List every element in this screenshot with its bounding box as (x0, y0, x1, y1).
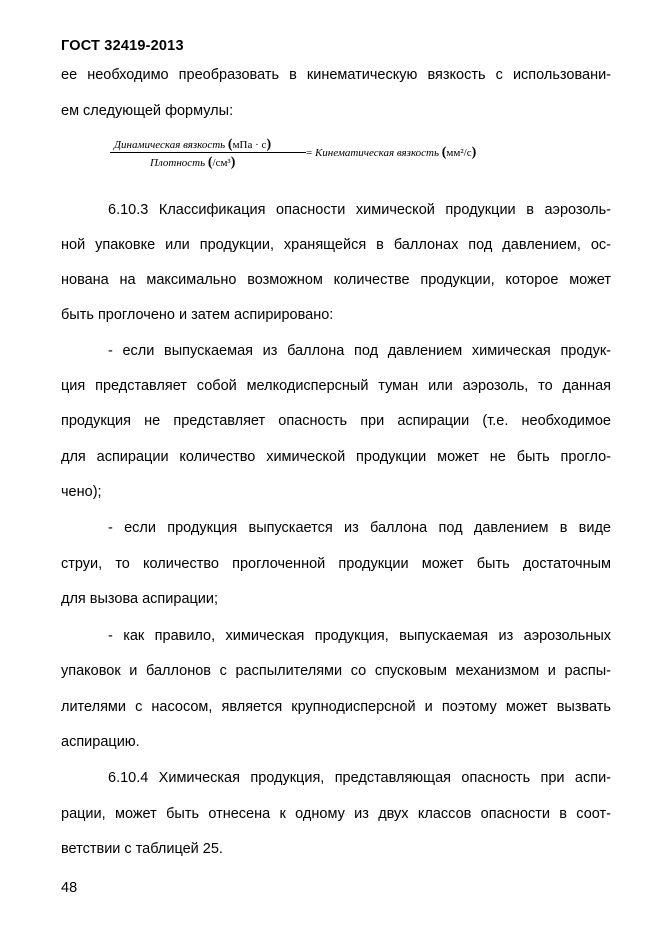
formula-result-unit: мм²/с (446, 147, 472, 159)
formula-denominator: Плотность (/см³) (150, 155, 236, 170)
text-line: - если выпускаемая из баллона под давлением химическая продук- (108, 343, 611, 359)
formula-result-text: Кинематическая вязкость (314, 147, 439, 159)
document-header: ГОСТ 32419-2013 (61, 38, 184, 54)
formula-fraction-bar (110, 152, 306, 153)
text-line: упаковок и баллонов с распылителями со спусковым механизмом и распы- (61, 663, 611, 679)
text-line: рации, может быть отнесена к одному из двух классов опасности в соот- (61, 806, 611, 822)
formula-result: = Кинематическая вязкость (мм²/с) (306, 145, 477, 160)
text-line: - если продукция выпускается из баллона под давлением в виде (108, 520, 611, 536)
text-line: 6.10.4 Химическая продукция, представляющая опасность при аспи- (108, 770, 611, 786)
text-line: ной упаковке или продукции, хранящейся в баллонах под давлением, ос- (61, 237, 611, 253)
text-line: для аспирации количество химической продукции может не быть прогло- (61, 449, 611, 465)
page-number: 48 (61, 880, 78, 896)
text-line: аспирацию. (61, 734, 140, 750)
text-line: лителями с насосом, является крупнодисперсной и поэтому может вызвать (61, 699, 611, 715)
text-line: ветствии с таблицей 25. (61, 841, 223, 857)
text-line: ее необходимо преобразовать в кинематическую вязкость с использовани- (61, 67, 611, 83)
formula-denominator-unit: /см³ (212, 157, 231, 169)
text-line: ция представляет собой мелкодисперсный туман или аэрозоль, то данная (61, 378, 611, 394)
text-line: ем следующей формулы: (61, 103, 234, 119)
formula-numerator: Динамическая вязкость (мПа · с) (114, 137, 272, 152)
text-line: нована на максимально возможном количестве продукции, которое может (61, 272, 611, 288)
text-line: для вызова аспирации; (61, 591, 219, 607)
text-line: быть проглочено и затем аспирировано: (61, 307, 334, 323)
formula-denominator-text: Плотность (150, 157, 206, 169)
formula-numerator-unit: мПа · с (232, 139, 267, 151)
text-line: чено); (61, 484, 102, 500)
formula-numerator-text: Динамическая вязкость (114, 139, 226, 151)
formula-equals: = (306, 147, 313, 159)
text-line: 6.10.3 Классификация опасности химической продукции в аэрозоль- (108, 202, 611, 218)
viscosity-formula (110, 133, 530, 175)
text-line: продукция не представляет опасность при аспирации (т.е. необходимое (61, 413, 611, 429)
text-line: струи, то количество проглоченной продукции может быть достаточным (61, 556, 611, 572)
text-line: - как правило, химическая продукция, выпускаемая из аэрозольных (108, 628, 611, 644)
